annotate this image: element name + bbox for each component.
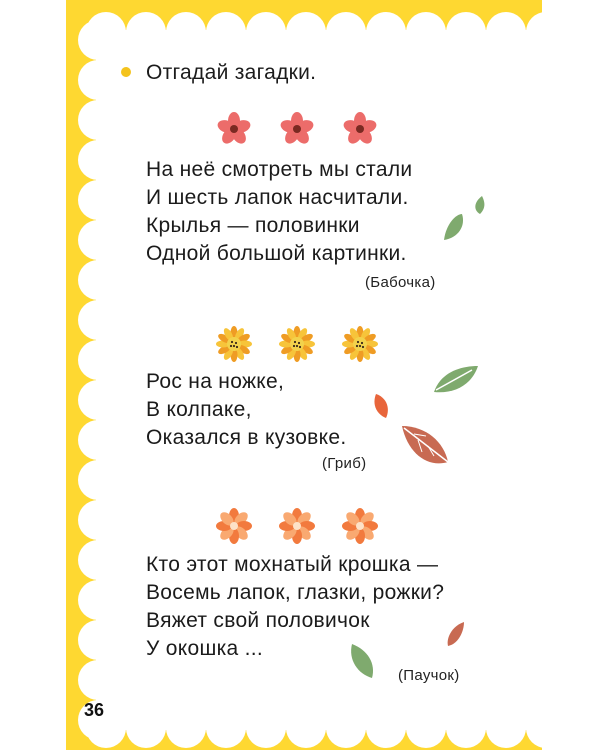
riddle-3-line-1: Кто этот мохнатый крошка — (146, 553, 439, 576)
orange-flower-icon (212, 508, 382, 549)
riddle-2-line-2: В колпаке, (146, 398, 252, 421)
riddle-3-line-2: Восемь лапок, глазки, рожки? (146, 581, 445, 604)
bullet-dot (121, 67, 131, 77)
red-flower-icon (279, 112, 315, 146)
red-flowers-row (212, 112, 382, 146)
sunflowers-row (212, 325, 382, 363)
orange-flower-icon (279, 508, 315, 544)
red-flower-icon (216, 112, 252, 146)
riddle-3-answer: (Паучок) (398, 667, 460, 684)
riddle-1-line-4: Одной большой картинки. (146, 242, 407, 265)
riddle-1-line-3: Крылья — половинки (146, 214, 360, 237)
riddle-1-line-2: И шесть лапок насчитали. (146, 186, 409, 209)
riddle-3-line-4: У окошка ... (146, 637, 264, 660)
sunflower-icon (216, 326, 252, 362)
riddle-1-line-1: На неё смотреть мы стали (146, 158, 413, 181)
riddle-2-line-3: Оказался в кузовке. (146, 426, 347, 449)
orange-leaf-icon (370, 392, 394, 420)
green-leaf-icon (432, 362, 482, 396)
sunflower-icon (212, 325, 382, 368)
riddle-2-answer: (Гриб) (322, 455, 367, 472)
brown-leaf-icon (444, 620, 468, 650)
sunflower-icon (342, 326, 378, 362)
brown-leaf-icon (398, 422, 464, 474)
sunflower-icon (279, 326, 315, 362)
instruction-heading: Отгадай загадки. (146, 61, 317, 84)
red-flower-icon (212, 112, 382, 151)
red-flower-icon (342, 112, 378, 146)
orange-flowers-row (212, 508, 382, 544)
page-number: 36 (84, 700, 105, 720)
green-leaf-icon (346, 642, 378, 682)
riddle-2-line-1: Рос на ножке, (146, 370, 285, 393)
orange-flower-icon (216, 508, 252, 544)
orange-flower-icon (342, 508, 378, 544)
riddle-1-answer: (Бабочка) (365, 274, 436, 291)
green-leaf-icon (440, 194, 490, 248)
riddle-3-line-3: Вяжет свой половичок (146, 609, 370, 632)
